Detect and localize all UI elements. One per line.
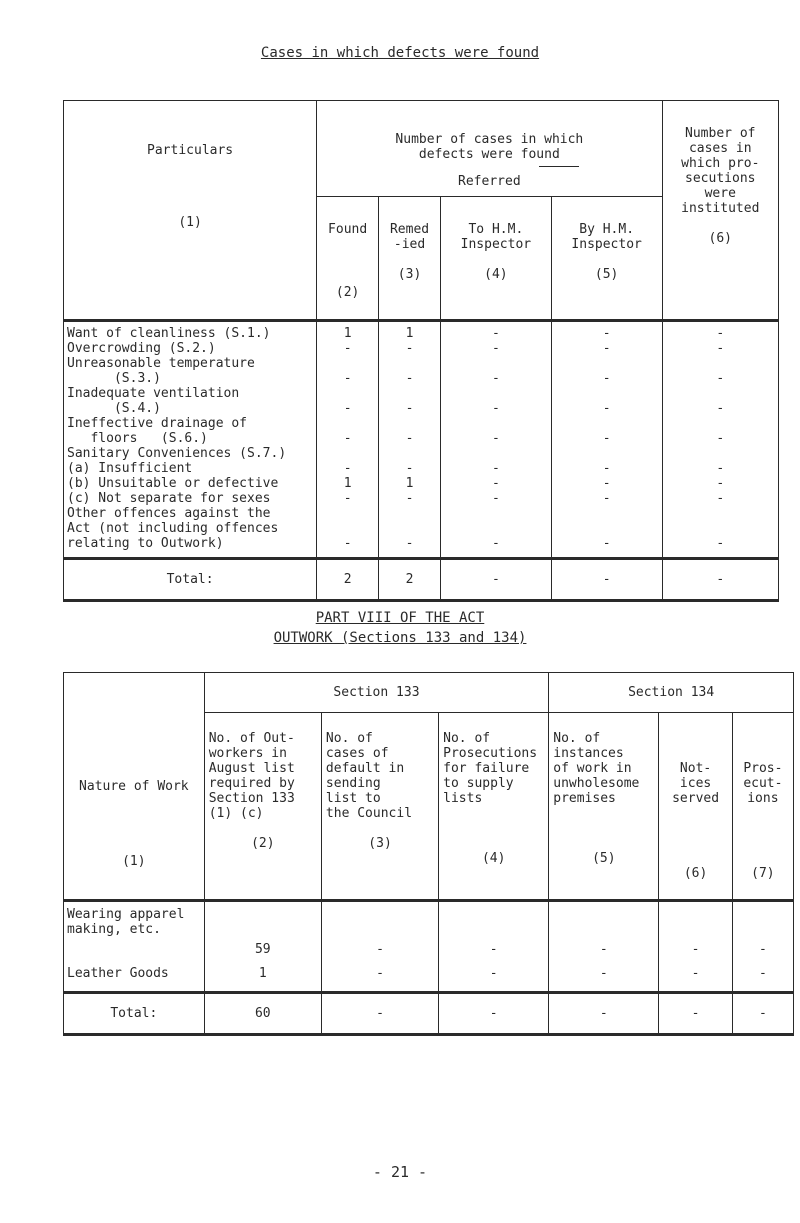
table-row: Unreasonable temperature (S.3.) - - - - - bbox=[64, 356, 779, 386]
unwholesome-premises-header: No. of instances of work in unwholesome premises (5) bbox=[549, 713, 659, 901]
section-134-header: Section 134 bbox=[549, 673, 794, 713]
default-cases-header: No. of cases of default in sending list to the Council (3) bbox=[321, 713, 438, 901]
defects-table bbox=[63, 100, 779, 602]
outworkers-header: No. of Out- workers in August list required by Section 133 (1) (c) (2) bbox=[204, 713, 321, 901]
total-row: Total: 2 2 - - - bbox=[64, 559, 779, 601]
by-hm-inspector-header: By H.M. Inspector (5) bbox=[551, 197, 662, 321]
table-row: (c) Not separate for sexes - - - - - bbox=[64, 491, 779, 506]
prosecutions-header: Number of cases in which pro- secutions were instituted (6) bbox=[662, 101, 778, 321]
table-row: Want of cleanliness (S.1.) 1 1 - - - bbox=[64, 321, 779, 342]
table-row: (b) Unsuitable or defective 1 1 - - - bbox=[64, 476, 779, 491]
prosecutions-failure-header: No. of Prosecutions for failure to supply lists (4) bbox=[439, 713, 549, 901]
outwork-prosecutions-header: Pros- ecut- ions (7) bbox=[732, 713, 793, 901]
particulars-header: Particulars (1) bbox=[64, 101, 317, 321]
outwork-table bbox=[63, 672, 794, 1036]
found-header: Found (2) bbox=[317, 197, 379, 321]
page-number: - 21 - bbox=[372, 1163, 428, 1181]
total-row: Total: 60 - - - - - bbox=[64, 993, 794, 1035]
table-row: Sanitary Conveniences (S.7.) (a) Insufficient - - - - - bbox=[64, 446, 779, 476]
part-subheading: OUTWORK (Sections 133 and 134) bbox=[273, 630, 527, 646]
nature-of-work-header: Nature of Work (1) bbox=[64, 673, 205, 901]
remedied-header: Remed -ied (3) bbox=[379, 197, 441, 321]
notices-served-header: Not- ices served (6) bbox=[659, 713, 732, 901]
table-row: Inadequate ventilation (S.4.) - - - - - bbox=[64, 386, 779, 416]
part-heading: PART VIII OF THE ACT bbox=[315, 610, 485, 626]
table-row: Wearing apparel making, etc. 59 - - - - - bbox=[64, 901, 794, 957]
table-row: Ineffective drainage of floors (S.6.) - - - - - bbox=[64, 416, 779, 446]
section-133-header: Section 133 bbox=[204, 673, 549, 713]
table-row: Other offences against the Act (not including offences relating to Outwork) - - - - - bbox=[64, 506, 779, 559]
table1-title: Cases in which defects were found bbox=[260, 45, 540, 61]
referred-label: Referred bbox=[317, 144, 661, 204]
defects-group-header: Number of cases in which defects were found Referred bbox=[317, 101, 662, 197]
table-row: Overcrowding (S.2.) - - - - - bbox=[64, 341, 779, 356]
table-row: Leather Goods 1 - - - - - bbox=[64, 957, 794, 993]
to-hm-inspector-header: To H.M. Inspector (4) bbox=[441, 197, 552, 321]
